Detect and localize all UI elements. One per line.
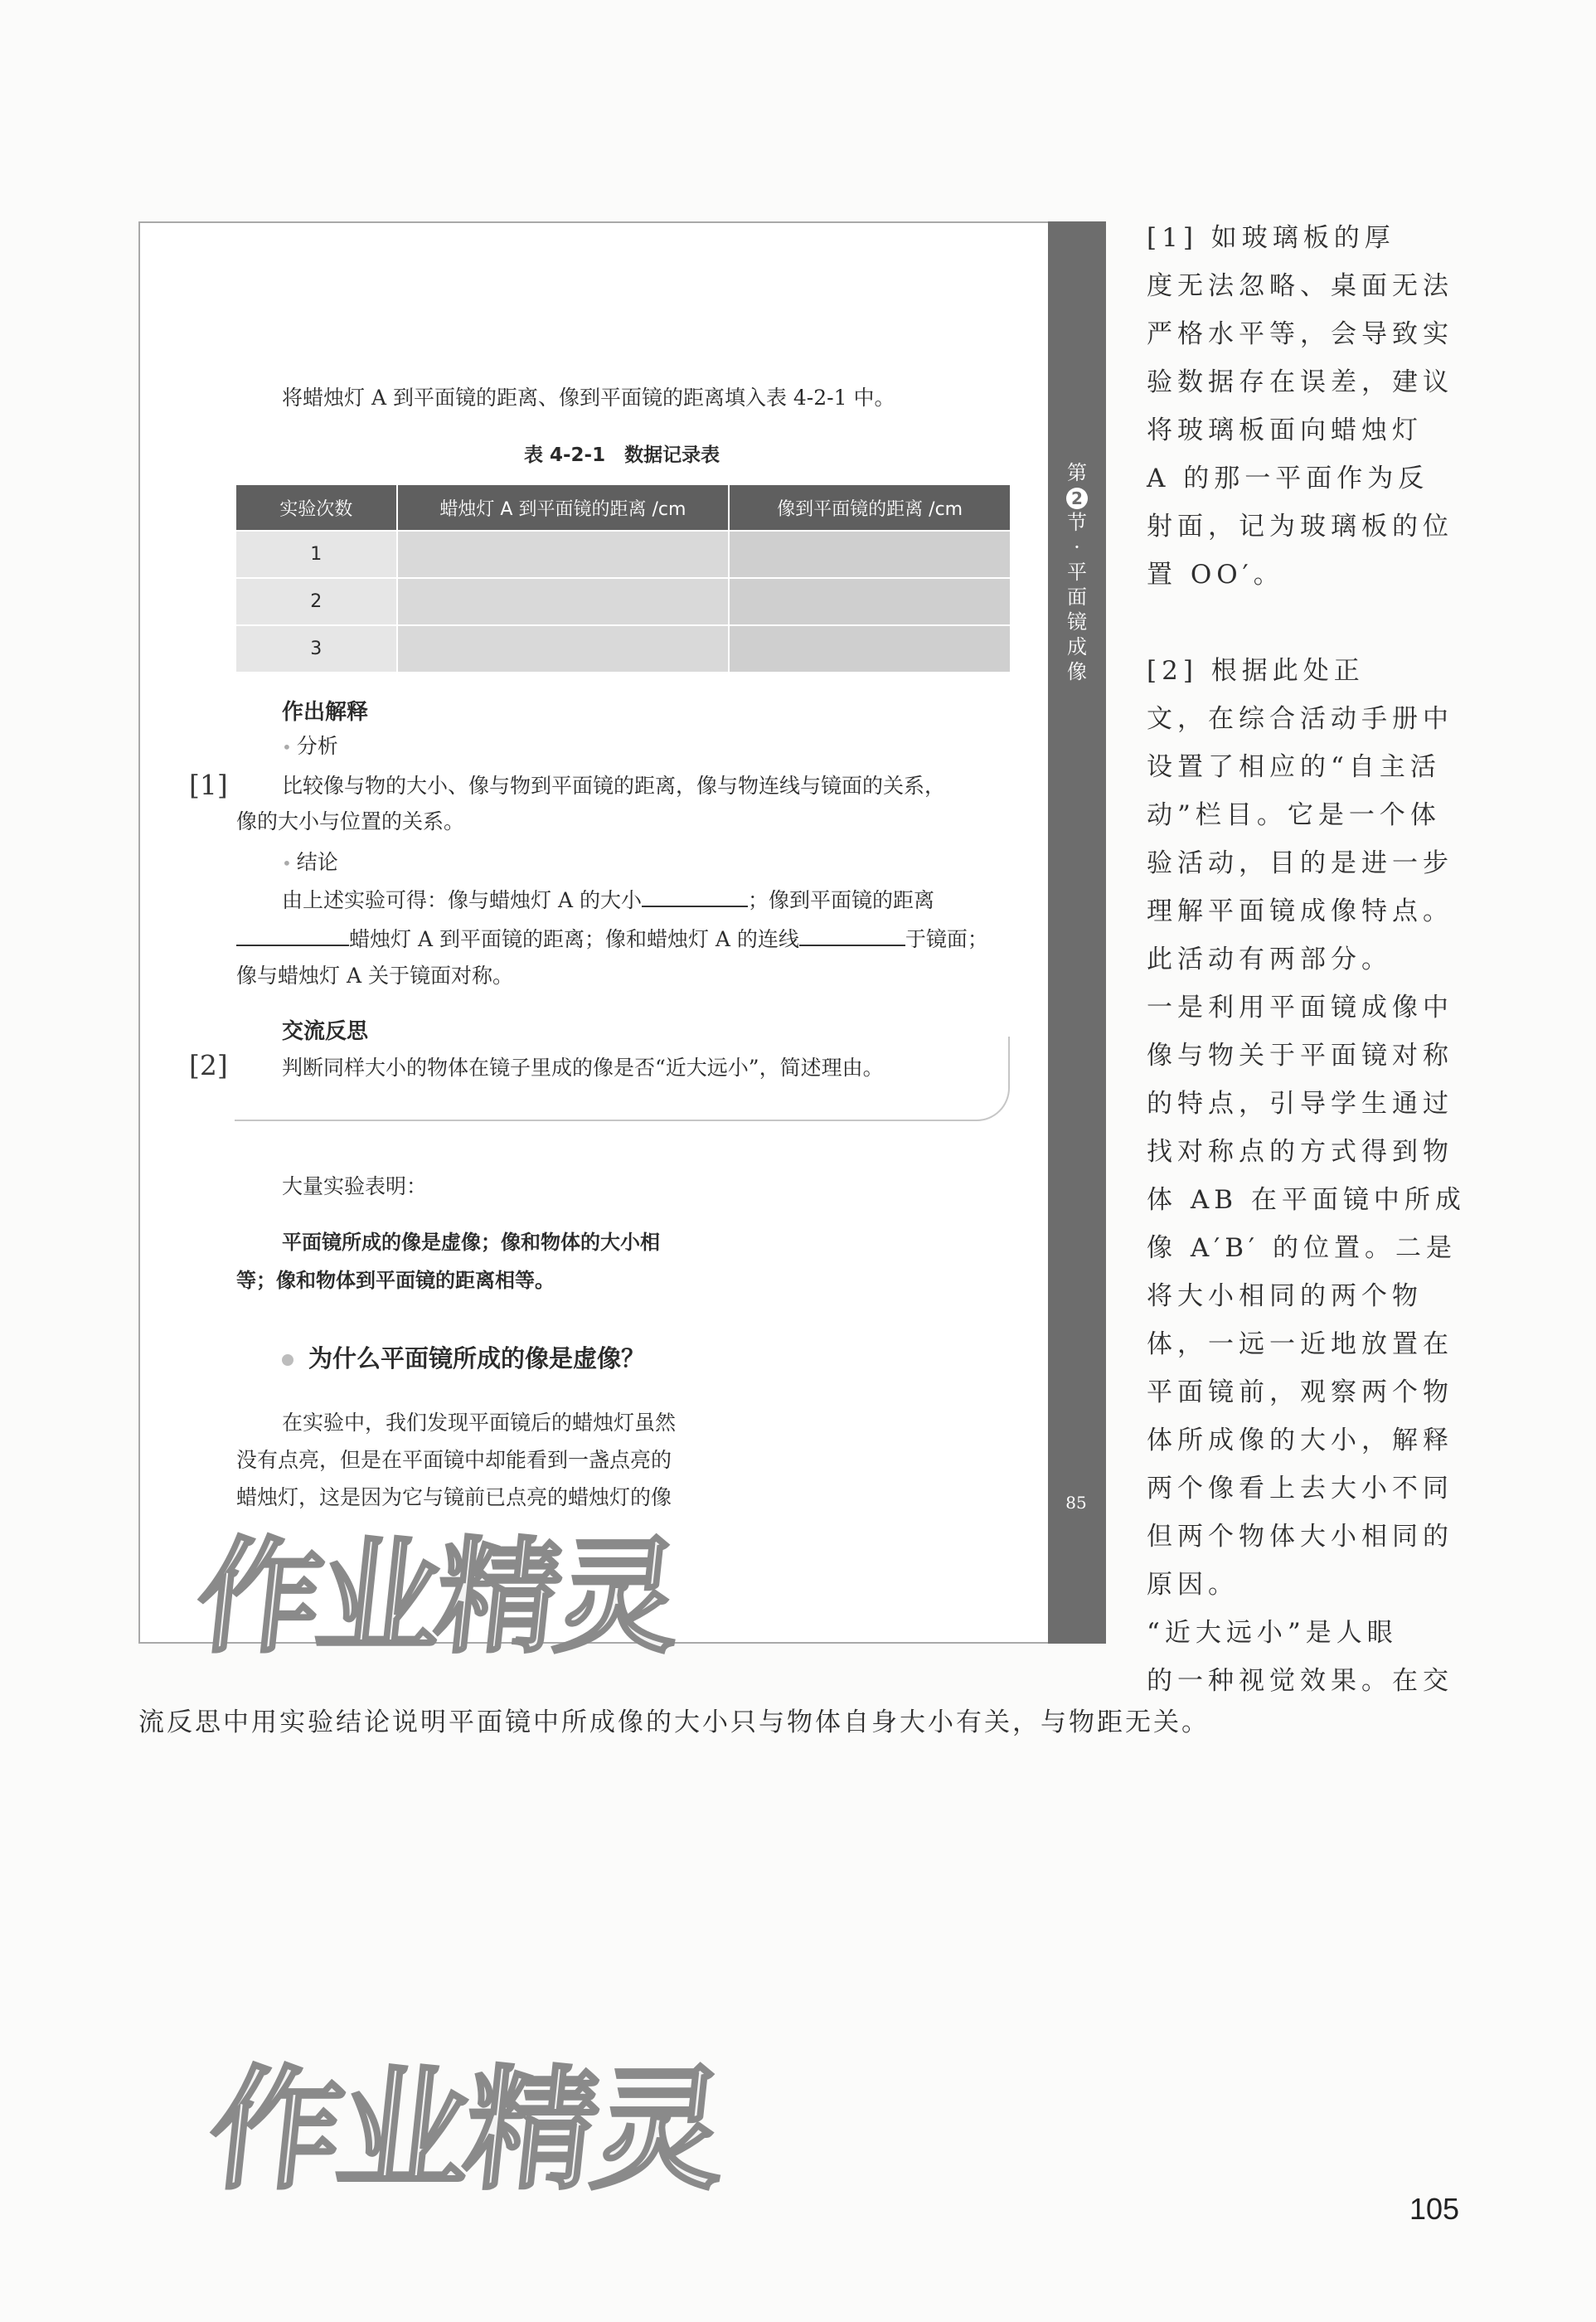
notes-line: 理解平面镜成像特点。	[1147, 896, 1453, 926]
table-cell	[397, 531, 730, 578]
strip-title-char: 成	[1067, 635, 1087, 658]
strip-title-char: 像	[1067, 660, 1087, 683]
reflect-box-border	[235, 1037, 1010, 1121]
annotation-marker-1: [1]	[189, 769, 228, 801]
analysis-line-2: 像的大小与位置的关系。	[236, 809, 465, 833]
section-strip-label: 第 2 节 · 平 面 镜 成 像	[1063, 460, 1091, 684]
analysis-line-1: 比较像与物的大小、像与物到平面镜的距离，像与物连线与镜面的关系，	[282, 774, 946, 798]
section-strip-title	[1063, 510, 1091, 684]
embedded-page-number: 85	[1065, 1493, 1087, 1513]
data-record-table	[236, 485, 1011, 672]
reflect-question: 判断同样大小的物体在镜子里成的像是否“近大远小”，简述理由。	[282, 1056, 884, 1080]
notes-line: 严格水平等，会导致实	[1147, 319, 1453, 349]
table-header-cell: 实验次数	[236, 485, 397, 531]
notes-line: 一是利用平面镜成像中	[1147, 993, 1453, 1023]
heading-bullet-icon	[282, 1354, 293, 1366]
conclusion-label: • 结论	[282, 850, 338, 874]
fill-blank[interactable]	[799, 923, 905, 946]
table-cell	[729, 531, 1011, 578]
table-cell: 3	[236, 625, 397, 672]
notes-line: 设置了相应的“自主活	[1147, 752, 1441, 782]
watermark-logo: 作业精灵	[190, 1526, 683, 1670]
notes-line: 体，一远一近地放置在	[1147, 1329, 1453, 1359]
finding-line-1: 平面镜所成的像是虚像；像和物体的大小相	[282, 1231, 660, 1254]
table-cell: 2	[236, 578, 397, 625]
experiments-show-text: 大量实验表明：	[282, 1174, 428, 1198]
notes-line: 平面镜前，观察两个物	[1147, 1377, 1453, 1407]
strip-title-char: 面	[1067, 585, 1087, 609]
paragraph-line-2: 没有点亮，但是在平面镜中却能看到一盏点亮的	[236, 1448, 672, 1472]
notes-line: 验数据存在误差，建议	[1147, 367, 1453, 397]
explain-heading: 作出解释	[282, 700, 369, 725]
fill-blank[interactable]	[642, 884, 748, 907]
notes-line: 置 OO′。	[1147, 560, 1284, 590]
notes-full-width-line: 流反思中用实验结论说明平面镜中所成像的大小只与物体自身大小有关，与物距无关。	[138, 1707, 1210, 1737]
notes-line: 但两个物体大小相同的	[1147, 1522, 1453, 1552]
notes-line: 体 AB 在平面镜中所成	[1147, 1185, 1466, 1215]
table-row	[236, 625, 1011, 672]
paragraph-line-3: 蜡烛灯，这是因为它与镜前已点亮的蜡烛灯的像	[236, 1485, 672, 1509]
conclusion-line-3: 像与蜡烛灯 A 关于镜面对称。	[236, 964, 513, 988]
reflect-heading: 交流反思	[282, 1019, 369, 1044]
watermark-logo: 作业精灵	[201, 2052, 730, 2208]
notes-line: 文，在综合活动手册中	[1147, 704, 1453, 734]
annotation-marker-2: [2]	[189, 1049, 228, 1081]
table-cell	[729, 625, 1011, 672]
notes-line: 像 A′B′ 的位置。二是	[1147, 1233, 1457, 1263]
notes-line: 此活动有两部分。	[1147, 945, 1392, 974]
notes-line: 将大小相同的两个物	[1147, 1281, 1423, 1311]
conclusion-line-2: 蜡烛灯 A 到平面镜的距离；像和蜡烛灯 A 的连线 于镜面；	[236, 923, 988, 955]
notes-line: 动”栏目。它是一个体	[1147, 800, 1441, 830]
notes-line: 验活动，目的是进一步	[1147, 848, 1453, 878]
table-header-cell: 蜡烛灯 A 到平面镜的距离 /cm	[397, 485, 730, 531]
fill-blank[interactable]	[236, 923, 349, 946]
notes-line: 两个像看上去大小不同	[1147, 1474, 1453, 1503]
notes-line: 度无法忽略、桌面无法	[1147, 271, 1453, 301]
strip-title-char: 镜	[1067, 610, 1087, 634]
notes-line: 像与物关于平面镜对称	[1147, 1041, 1453, 1071]
section-heading: 为什么平面镜所成的像是虚像？	[282, 1340, 645, 1374]
table-intro-text: 将蜡烛灯 A 到平面镜的距离、像到平面镜的距离填入表 4-2-1 中。	[282, 386, 895, 410]
paragraph-line-1: 在实验中，我们发现平面镜后的蜡烛灯虽然	[282, 1411, 677, 1435]
table-cell	[397, 578, 730, 625]
notes-line: 体所成像的大小，解释	[1147, 1426, 1453, 1455]
table-caption: 表 4-2-1 数据记录表	[524, 444, 720, 466]
strip-title-char: ·	[1074, 536, 1080, 559]
strip-title-char: 平	[1067, 561, 1087, 584]
notes-line: 射面，记为玻璃板的位	[1147, 512, 1453, 542]
notes-line: 的特点，引导学生通过	[1147, 1089, 1453, 1119]
table-row	[236, 578, 1011, 625]
table-cell	[397, 625, 730, 672]
notes-line: [2] 根据此处正	[1147, 656, 1365, 686]
conclusion-line-1: 由上述实验可得：像与蜡烛灯 A 的大小 ；像到平面镜的距离	[282, 884, 934, 916]
notes-line: 找对称点的方式得到物	[1147, 1137, 1453, 1167]
notes-line: A 的那一平面作为反	[1147, 464, 1429, 493]
section-side-strip	[1048, 221, 1106, 1644]
table-row	[236, 531, 1011, 578]
finding-line-2: 等；像和物体到平面镜的距离相等。	[236, 1269, 555, 1292]
page-number: 105	[1409, 2192, 1460, 2226]
notes-line: “近大远小”是人眼	[1147, 1618, 1398, 1648]
table-cell	[729, 578, 1011, 625]
strip-title-char: 节	[1067, 511, 1087, 534]
table-cell: 1	[236, 531, 397, 578]
analysis-label: • 分析	[282, 734, 338, 758]
notes-line: 将玻璃板面向蜡烛灯	[1147, 415, 1423, 445]
section-number-badge: 2	[1066, 488, 1088, 509]
notes-line: 的一种视觉效果。在交	[1147, 1666, 1453, 1696]
notes-line: [1] 如玻璃板的厚	[1147, 223, 1395, 253]
notes-line: 原因。	[1147, 1570, 1239, 1600]
table-header-cell: 像到平面镜的距离 /cm	[729, 485, 1011, 531]
